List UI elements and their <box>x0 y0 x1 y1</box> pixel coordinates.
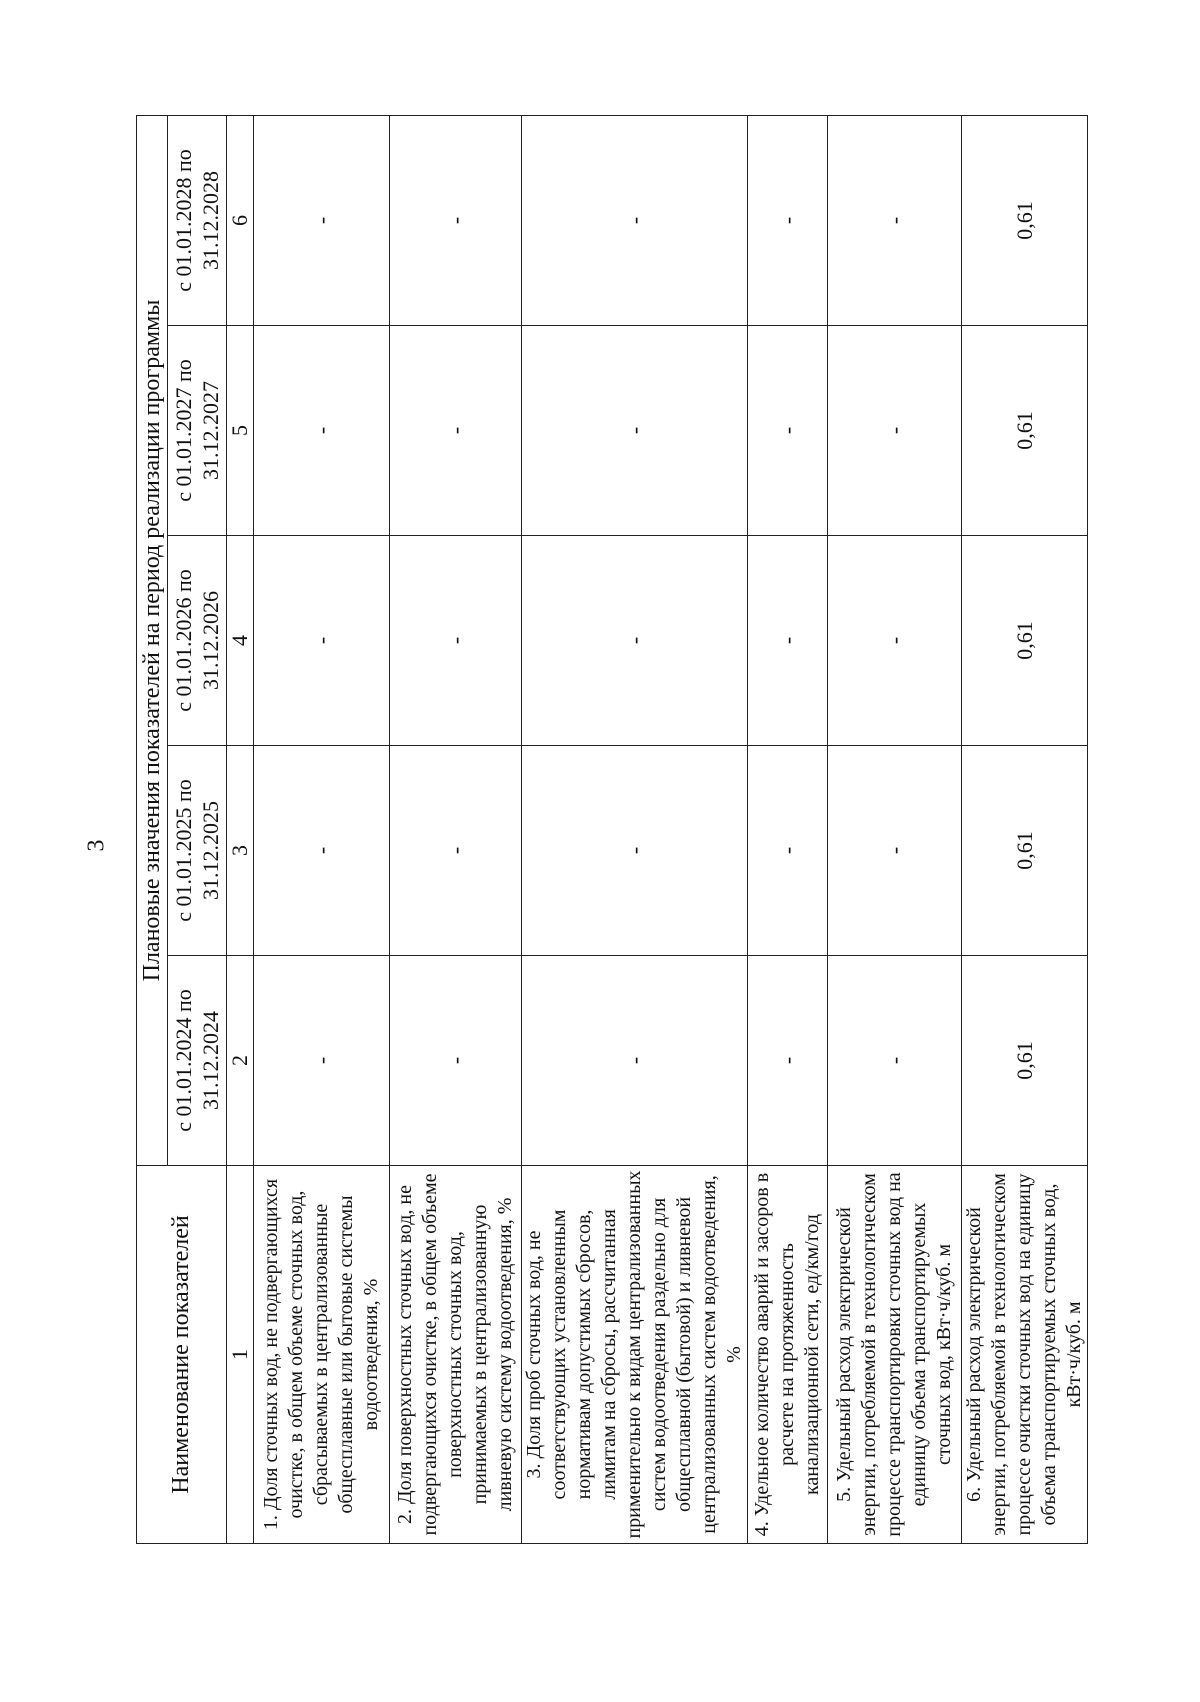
indicator-value: 0,61 <box>962 956 1088 1166</box>
table-row <box>828 115 962 1543</box>
indicators-table-container <box>136 116 1085 1544</box>
indicators-table <box>136 115 1088 1544</box>
column-number: 2 <box>227 956 254 1166</box>
table-row <box>748 115 828 1543</box>
indicator-value: - <box>390 956 522 1166</box>
column-number: 4 <box>227 536 254 746</box>
indicator-value: - <box>828 536 962 746</box>
indicator-name: 4. Удельное количество аварий и засоров в расчете на протяженность канализационной сети, ед/км/год <box>748 1166 828 1544</box>
indicator-value: - <box>748 746 828 956</box>
header-period-2024: с 01.01.2024 по 31.12.2024 <box>168 956 227 1166</box>
indicator-value: 0,61 <box>962 746 1088 956</box>
indicator-value: - <box>748 115 828 325</box>
indicator-name: 2. Доля поверхностных сточных вод, не подвергающихся очистке, в общем объеме поверхностных сточных вод, принимаемых в централизованную ливневую систему водоотведения, % <box>390 1166 522 1544</box>
header-period-2026: с 01.01.2026 по 31.12.2026 <box>168 536 227 746</box>
indicator-name: 3. Доля проб сточных вод, не соответствующих установленным нормативам допустимых сбросов, лимитам на сбросы, рассчитанная применительно к видам централизованных систем водоотведения раздельно для общесплавной (бытовой) и ливневой централизованных систем водоотведения, % <box>522 1166 748 1544</box>
indicator-name: 5. Удельный расход электрической энергии, потребляемой в технологическом процессе транспортировки сточных вод на единицу объема транспортируемых сточных вод, кВт·ч/куб. м <box>828 1166 962 1544</box>
indicator-value: - <box>828 115 962 325</box>
table-row <box>254 115 390 1543</box>
column-number: 6 <box>227 115 254 325</box>
indicator-value: - <box>390 536 522 746</box>
indicator-name: 6. Удельный расход электрической энергии, потребляемой в технологическом процессе очистки сточных вод на единицу объема транспортируемых сточных вод, кВт·ч/куб. м <box>962 1166 1088 1544</box>
header-indicator-name: Наименование показателей <box>137 1166 227 1544</box>
indicator-value: - <box>254 536 390 746</box>
indicator-value: - <box>828 326 962 536</box>
indicator-value: - <box>522 746 748 956</box>
indicator-value: - <box>522 536 748 746</box>
header-period-2025: с 01.01.2025 по 31.12.2025 <box>168 746 227 956</box>
header-period-2027: с 01.01.2027 по 31.12.2027 <box>168 326 227 536</box>
indicator-value: - <box>522 956 748 1166</box>
indicator-value: - <box>748 536 828 746</box>
indicator-value: - <box>254 746 390 956</box>
header-planned-values: Плановые значения показателей на период реализации программы <box>137 115 168 1165</box>
column-number: 1 <box>227 1166 254 1544</box>
indicator-name: 1. Доля сточных вод, не подвергающихся очистке, в общем объеме сточных вод, сбрасываемых в централизованные общесплавные или бытовые системы водоотведения, % <box>254 1166 390 1544</box>
indicator-value: - <box>828 956 962 1166</box>
indicator-value: - <box>254 956 390 1166</box>
column-number: 3 <box>227 746 254 956</box>
indicator-value: - <box>748 326 828 536</box>
indicator-value: - <box>390 326 522 536</box>
indicator-value: - <box>390 746 522 956</box>
indicator-value: 0,61 <box>962 536 1088 746</box>
indicator-value: - <box>522 326 748 536</box>
header-period-2028: с 01.01.2028 по 31.12.2028 <box>168 115 227 325</box>
indicator-value: - <box>748 956 828 1166</box>
table-row <box>522 115 748 1543</box>
header-row-group <box>137 115 168 1543</box>
indicator-value: - <box>522 115 748 325</box>
indicator-value: - <box>828 746 962 956</box>
column-number: 5 <box>227 326 254 536</box>
indicator-value: 0,61 <box>962 115 1088 325</box>
table-row <box>962 115 1088 1543</box>
indicator-value: - <box>254 115 390 325</box>
indicator-value: - <box>254 326 390 536</box>
header-row-column-numbers <box>227 115 254 1543</box>
table-row <box>390 115 522 1543</box>
page-number: 3 <box>83 839 110 852</box>
indicator-value: - <box>390 115 522 325</box>
indicator-value: 0,61 <box>962 326 1088 536</box>
